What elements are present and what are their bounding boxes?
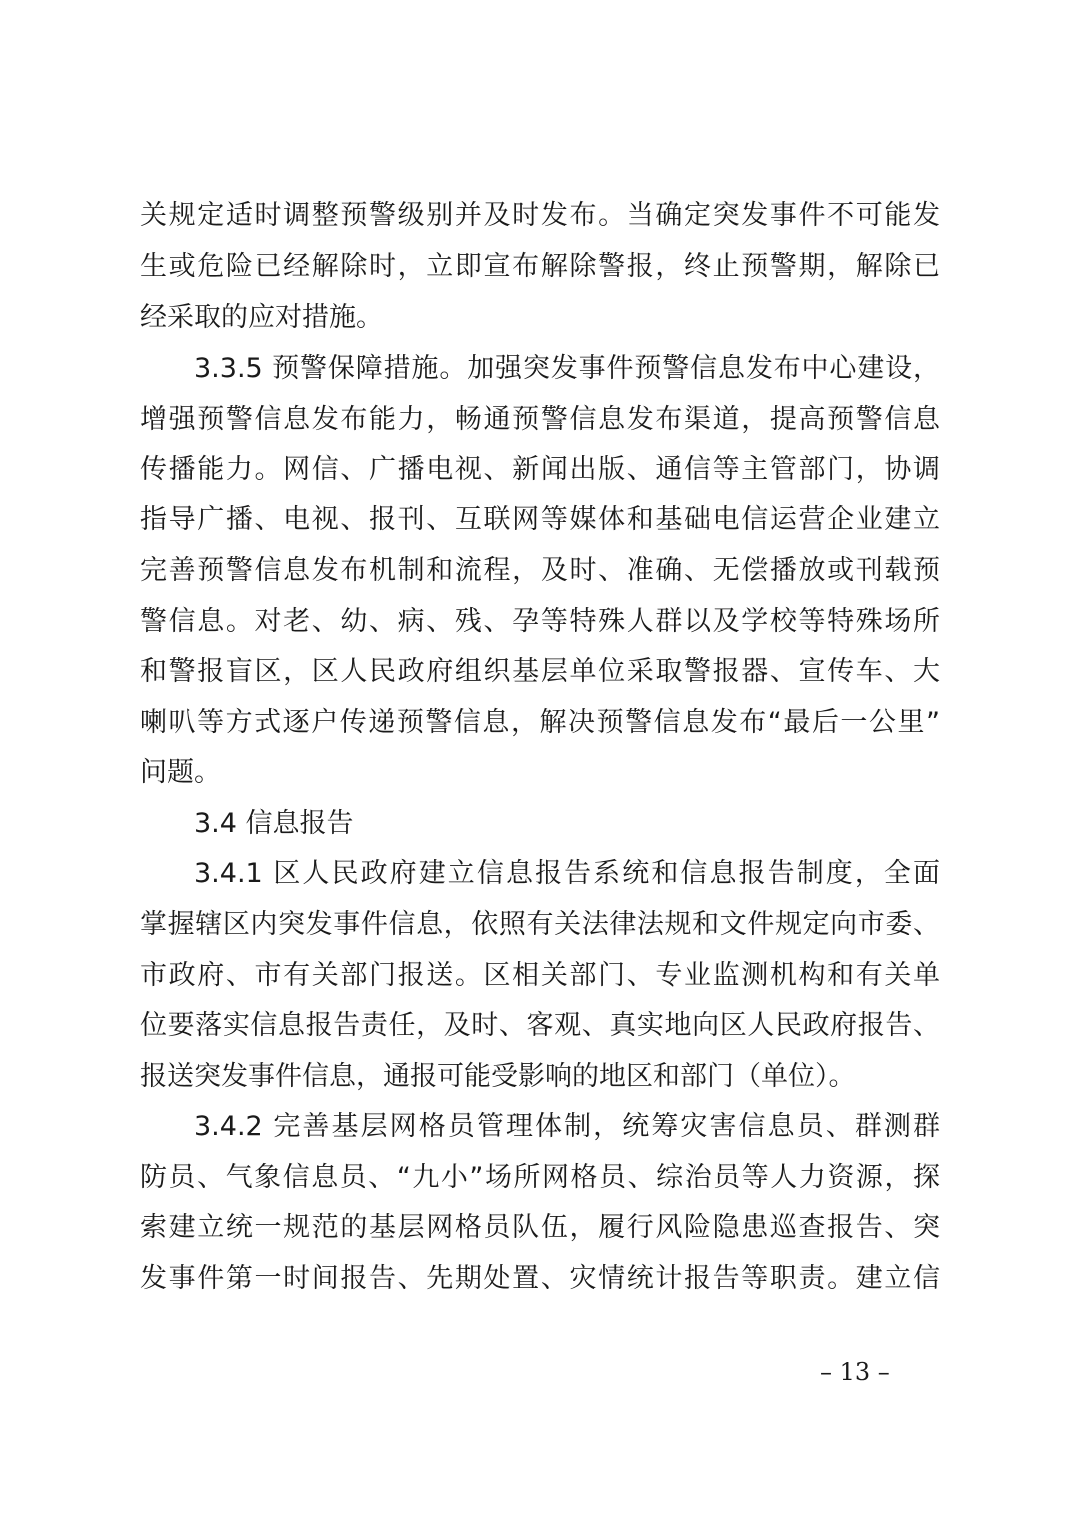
body-text-line: 发事件第一时间报告、先期处置、灾情统计报告等职责。建立信 bbox=[140, 1263, 940, 1294]
body-text-line: 增强预警信息发布能力，畅通预警信息发布渠道，提高预警信息 bbox=[140, 404, 940, 435]
body-text-line: 指导广播、电视、报刊、互联网等媒体和基础电信运营企业建立 bbox=[140, 504, 940, 535]
body-text-line: 喇叭等方式逐户传递预警信息，解决预警信息发布“最后一公里” bbox=[140, 707, 940, 738]
body-text-line: 市政府、市有关部门报送。区相关部门、专业监测机构和有关单 bbox=[140, 960, 940, 991]
body-text-line: 掌握辖区内突发事件信息，依照有关法律法规和文件规定向市委、 bbox=[140, 909, 940, 940]
section-3-4-1-first-line: 3.4.1 区人民政府建立信息报告系统和信息报告制度，全面 bbox=[194, 858, 940, 889]
body-text-line: 和警报盲区，区人民政府组织基层单位采取警报器、宣传车、大 bbox=[140, 656, 940, 687]
body-text-line: 位要落实信息报告责任，及时、客观、真实地向区人民政府报告、 bbox=[140, 1010, 940, 1041]
body-text-line: 传播能力。网信、广播电视、新闻出版、通信等主管部门，协调 bbox=[140, 454, 940, 485]
body-text-line: 生或危险已经解除时，立即宣布解除警报，终止预警期，解除已 bbox=[140, 251, 940, 282]
body-text-line: 经采取的应对措施。 bbox=[140, 302, 383, 333]
body-text-line: 关规定适时调整预警级别并及时发布。当确定突发事件不可能发 bbox=[140, 200, 940, 231]
section-3-4-2-first-line: 3.4.2 完善基层网格员管理体制，统筹灾害信息员、群测群 bbox=[194, 1111, 940, 1142]
section-3-3-5-first-line: 3.3.5 预警保障措施。加强突发事件预警信息发布中心建设， bbox=[194, 353, 940, 384]
body-text-line: 问题。 bbox=[140, 757, 221, 788]
body-text-line: 警信息。对老、幼、病、残、孕等特殊人群以及学校等特殊场所 bbox=[140, 606, 940, 637]
body-text-line: 完善预警信息发布机制和流程，及时、准确、无偿播放或刊载预 bbox=[140, 555, 940, 586]
body-text-line: 防员、气象信息员、“九小”场所网格员、综治员等人力资源，探 bbox=[140, 1162, 940, 1193]
page-number: – 13 – bbox=[820, 1358, 890, 1386]
body-text-line: 报送突发事件信息，通报可能受影响的地区和部门（单位）。 bbox=[140, 1061, 856, 1092]
section-heading-3-4: 3.4 信息报告 bbox=[194, 808, 354, 839]
body-text-line: 索建立统一规范的基层网格员队伍，履行风险隐患巡查报告、突 bbox=[140, 1212, 940, 1243]
